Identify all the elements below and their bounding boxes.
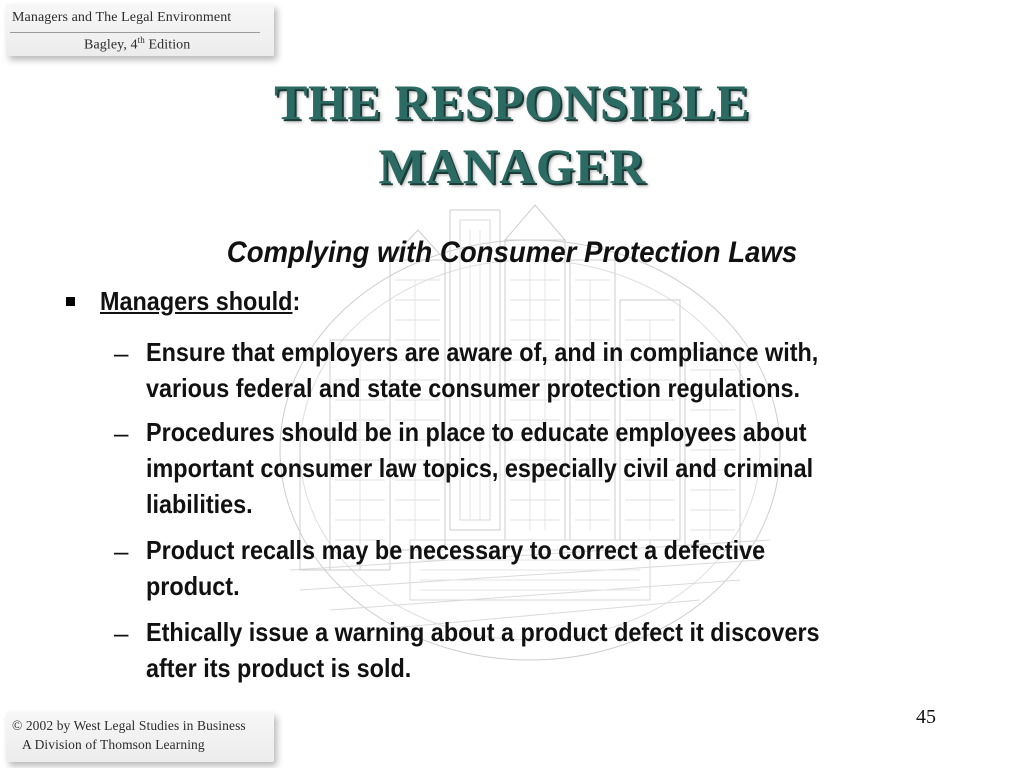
- header-edition: [84, 35, 190, 54]
- list-item-line: product.: [146, 571, 240, 601]
- list-item-line: Procedures should be in place to educate employees about: [146, 417, 807, 447]
- header-book-title: Managers and The Legal Environment: [12, 10, 232, 25]
- footer-copyright: © 2002 by West Legal Studies in Business: [12, 718, 246, 733]
- list-item-line: after its product is sold.: [146, 653, 412, 683]
- dash-bullet-icon: –: [114, 618, 129, 648]
- list-item-line: Ensure that employers are aware of, and in compliance with,: [146, 337, 819, 367]
- list-item-line: various federal and state consumer protection regulations.: [146, 373, 801, 403]
- slide-subtitle: Complying with Consumer Protection Laws: [226, 236, 798, 269]
- header-author: Bagley, 4: [84, 37, 138, 53]
- header-stamp: [6, 4, 274, 56]
- footer-stamp: [6, 712, 274, 762]
- list-item-line: liabilities.: [146, 489, 253, 519]
- bullet-colon: :: [292, 286, 301, 316]
- dash-bullet-icon: –: [114, 418, 129, 448]
- page-number: 45: [916, 706, 936, 728]
- list-item-line: Product recalls may be necessary to correct a defective: [146, 535, 766, 565]
- list-item-line: important consumer law topics, especially civil and criminal: [146, 453, 814, 483]
- square-bullet-icon: [66, 297, 75, 306]
- bullet-label: Managers should: [100, 286, 293, 316]
- slide-title-line-1: THE RESPONSIBLE: [274, 74, 750, 130]
- dash-bullet-icon: –: [114, 338, 129, 368]
- footer-division: A Division of Thomson Learning: [22, 737, 205, 752]
- header-edition-suffix: Edition: [144, 37, 191, 53]
- list-item-line: Ethically issue a warning about a product defect it discovers: [146, 617, 820, 647]
- header-divider: [10, 32, 260, 33]
- header-edition-sup: th: [137, 35, 145, 45]
- slide-title-line-2: MANAGER: [378, 138, 646, 194]
- dash-bullet-icon: –: [114, 536, 129, 566]
- bullet-managers-should: [100, 286, 300, 317]
